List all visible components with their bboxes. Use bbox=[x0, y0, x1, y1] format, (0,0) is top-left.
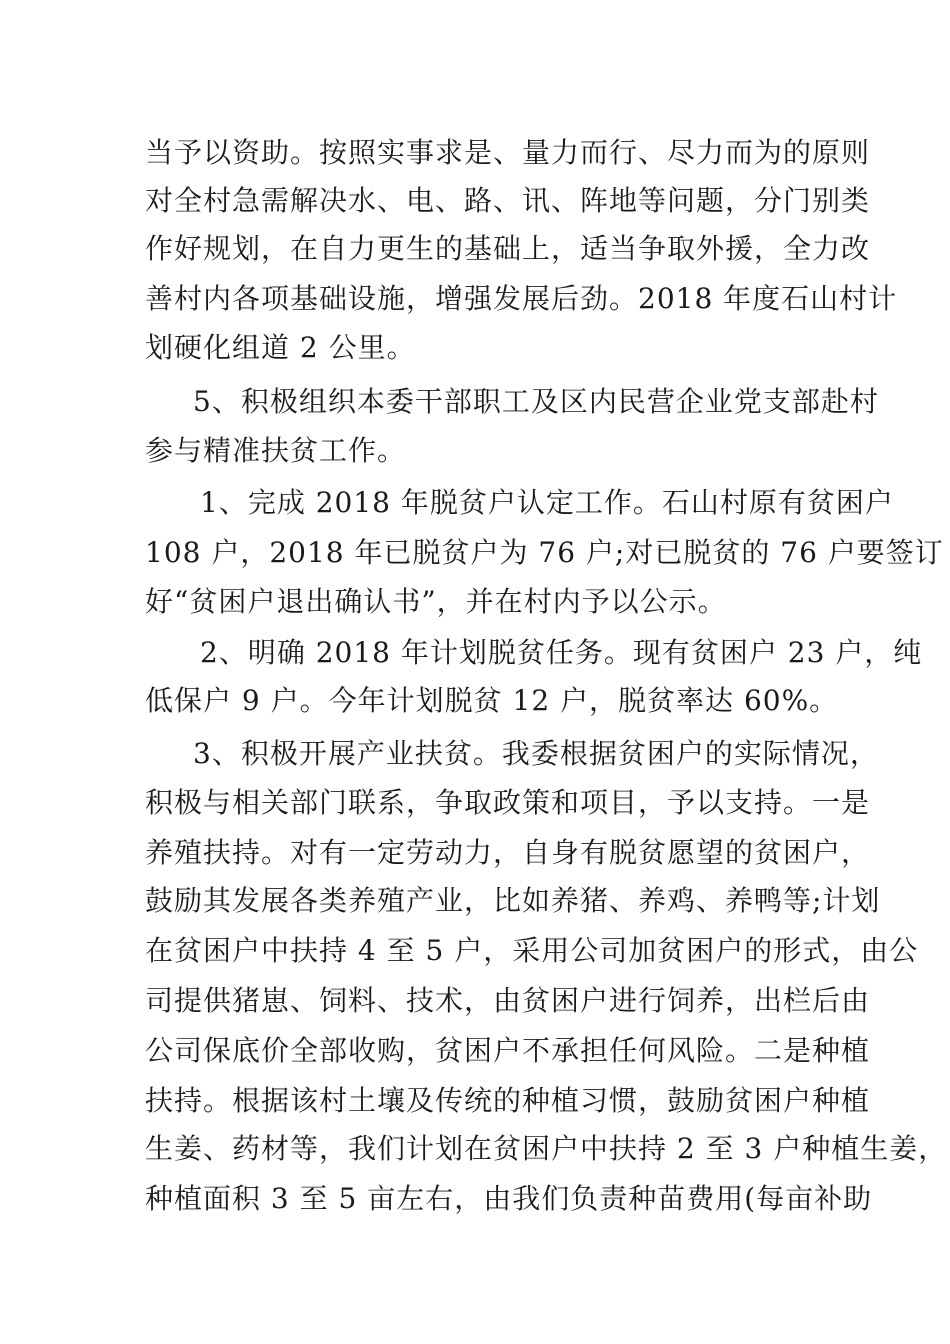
paragraph-start-line: 2、明确 2018 年计划脱贫任务。现有贫困户 23 户，纯 bbox=[200, 636, 923, 669]
text-line: 鼓励其发展各类养殖产业，比如养猪、养鸡、养鸭等;计划 bbox=[145, 884, 881, 917]
paragraph-start-line: 1、完成 2018 年脱贫户认定工作。石山村原有贫困户 bbox=[200, 486, 894, 519]
text-line: 司提供猪崽、饲料、技术，由贫困户进行饲养，出栏后由 bbox=[145, 984, 871, 1017]
text-line: 善村内各项基础设施，增强发展后劲。2018 年度石山村计 bbox=[145, 282, 898, 315]
text-line: 108 户，2018 年已脱贫户为 76 户;对已脱贫的 76 户要签订 bbox=[145, 536, 944, 569]
text-line: 公司保底价全部收购，贫困户不承担任何风险。二是种植 bbox=[145, 1034, 871, 1067]
paragraph-start-line: 3、积极开展产业扶贫。我委根据贫困户的实际情况， bbox=[193, 737, 879, 770]
text-line: 好“贫困户退出确认书”，并在村内予以公示。 bbox=[145, 585, 727, 618]
text-line: 对全村急需解决水、电、路、讯、阵地等问题，分门别类 bbox=[145, 184, 871, 217]
text-line: 低保户 9 户。今年计划脱贫 12 户，脱贫率达 60%。 bbox=[145, 684, 839, 717]
text-line: 养殖扶持。对有一定劳动力，自身有脱贫愿望的贫困户， bbox=[145, 836, 871, 869]
text-line: 种植面积 3 至 5 亩左右，由我们负责种苗费用(每亩补助 bbox=[145, 1182, 873, 1215]
text-line: 划硬化组道 2 公里。 bbox=[145, 331, 416, 364]
text-line: 作好规划，在自力更生的基础上，适当争取外援，全力改 bbox=[145, 232, 871, 265]
text-line: 当予以资助。按照实事求是、量力而行、尽力而为的原则 bbox=[145, 136, 871, 169]
text-line: 生姜、药材等，我们计划在贫困户中扶持 2 至 3 户种植生姜， bbox=[145, 1132, 948, 1165]
paragraph-start-line: 5、积极组织本委干部职工及区内民营企业党支部赴村 bbox=[193, 385, 879, 418]
text-line: 参与精准扶贫工作。 bbox=[145, 434, 407, 467]
text-line: 扶持。根据该村土壤及传统的种植习惯，鼓励贫困户种植 bbox=[145, 1084, 871, 1117]
text-line: 在贫困户中扶持 4 至 5 户，采用公司加贫困户的形式，由公 bbox=[145, 934, 919, 967]
text-line: 积极与相关部门联系，争取政策和项目，予以支持。一是 bbox=[145, 786, 871, 819]
